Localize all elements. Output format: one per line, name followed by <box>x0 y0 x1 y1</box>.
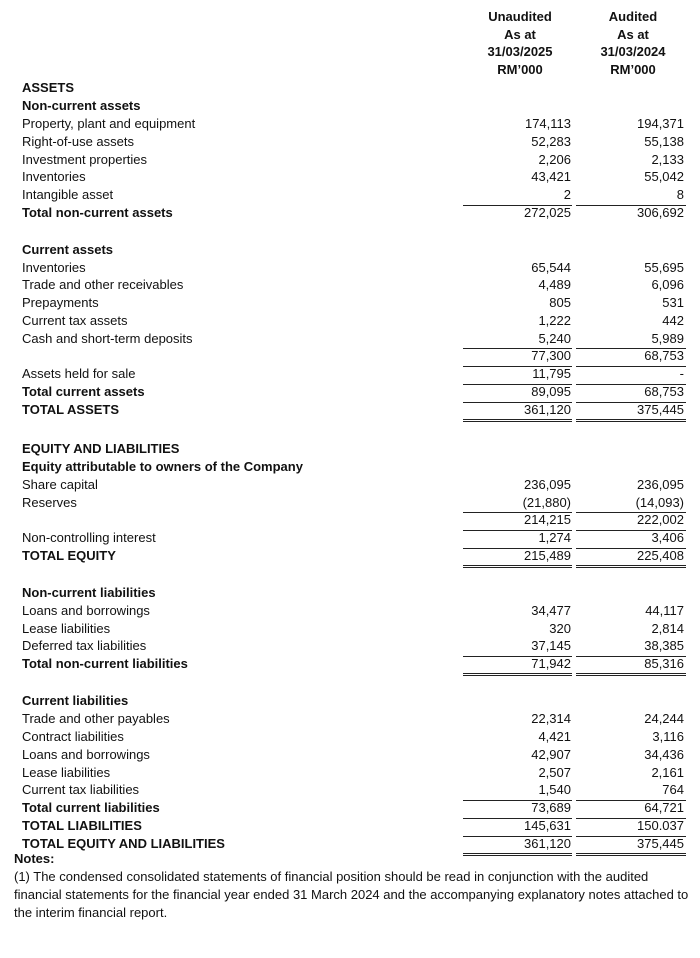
table-row <box>0 401 700 419</box>
table-row <box>0 692 700 710</box>
subtotal-rule <box>576 818 686 819</box>
table-row <box>0 383 700 401</box>
row-label: Total non-current assets <box>22 205 173 220</box>
row-label: Deferred tax liabilities <box>22 638 147 653</box>
table-row <box>0 799 700 817</box>
table-row <box>0 710 700 728</box>
table-row <box>0 312 700 330</box>
row-label: Investment properties <box>22 152 148 167</box>
table-row <box>0 347 700 365</box>
total-double-rule <box>576 673 686 676</box>
value-2025: 361,120 <box>524 402 571 417</box>
value-2025: 11,795 <box>532 366 571 381</box>
row-label: ASSETS <box>22 80 75 95</box>
subtotal-rule <box>463 656 572 657</box>
value-2025: 71,942 <box>531 656 571 671</box>
subtotal-rule <box>463 384 572 385</box>
row-label: Current assets <box>22 242 114 257</box>
table-row <box>0 728 700 746</box>
table-row <box>0 494 700 512</box>
value-2025: 145,631 <box>524 818 571 833</box>
subtotal-rule <box>463 366 572 367</box>
value-2025: 89,095 <box>531 384 571 399</box>
table-row <box>0 817 700 835</box>
value-2025: 43,421 <box>531 169 571 184</box>
table-row <box>0 365 700 383</box>
value-2025: 174,113 <box>524 116 571 131</box>
value-2025: 73,689 <box>531 800 571 815</box>
value-2025: 22,314 <box>531 711 571 726</box>
subtotal-rule <box>576 384 686 385</box>
value-2025: 4,489 <box>538 277 571 292</box>
subtotal-rule <box>463 800 572 801</box>
row-label: Current tax liabilities <box>22 782 140 797</box>
row-label: Total non-current liabilities <box>22 656 188 671</box>
value-2024: 225,408 <box>637 548 684 563</box>
row-label: Current liabilities <box>22 693 129 708</box>
value-2024: 6,096 <box>651 277 684 292</box>
value-2024: 306,692 <box>637 205 684 220</box>
subtotal-rule <box>576 800 686 801</box>
table-row <box>0 259 700 277</box>
table-row <box>0 458 700 476</box>
column-header-line: Unaudited <box>488 9 552 24</box>
value-2024: 236,095 <box>637 477 684 492</box>
subtotal-rule <box>576 366 686 367</box>
value-2024: 194,371 <box>637 116 684 131</box>
value-2025: 805 <box>549 295 571 310</box>
total-double-rule <box>576 419 686 422</box>
row-label: Equity attributable to owners of the Company <box>22 459 303 474</box>
subtotal-rule <box>463 530 572 531</box>
subtotal-rule <box>463 548 572 549</box>
notes-text: (1) The condensed consolidated statements of financial position should be read in conjunction with the audited financial statements for the financial year ended 31 March 2024 and the accompanying explanatory notes attached to the interim financial report. <box>14 869 689 920</box>
subtotal-rule <box>576 205 686 206</box>
row-label: Total current liabilities <box>22 800 160 815</box>
table-row <box>0 186 700 204</box>
notes-section <box>14 850 690 922</box>
value-2025: (21,880) <box>522 495 571 510</box>
value-2024: 3,406 <box>651 530 684 545</box>
value-2024: 5,989 <box>651 331 684 346</box>
value-2025: 2,507 <box>538 765 571 780</box>
value-2024: 68,753 <box>644 348 684 363</box>
value-2024: - <box>679 366 684 381</box>
total-double-rule <box>463 565 572 568</box>
value-2024: 38,385 <box>644 638 684 653</box>
column-header-line: RM’000 <box>610 61 656 77</box>
table-row <box>0 620 700 638</box>
table-row <box>0 476 700 494</box>
table-row <box>0 241 700 259</box>
subtotal-rule <box>576 512 686 513</box>
row-label: Lease liabilities <box>22 765 111 780</box>
value-2024: 3,116 <box>652 729 684 744</box>
column-header-line: As at <box>617 26 649 42</box>
value-2024: 64,721 <box>644 800 684 815</box>
row-label: Intangible asset <box>22 187 114 202</box>
value-2025: 37,145 <box>531 638 571 653</box>
table-row <box>0 79 700 97</box>
value-2025: 215,489 <box>524 548 571 563</box>
value-2024: 2,814 <box>651 621 684 636</box>
subtotal-rule <box>576 656 686 657</box>
value-2024: 2,133 <box>651 152 684 167</box>
row-label: Non-current liabilities <box>22 585 156 600</box>
value-2025: 361,120 <box>524 836 571 851</box>
subtotal-rule <box>463 836 572 837</box>
table-row <box>0 781 700 799</box>
subtotal-rule <box>576 530 686 531</box>
total-double-rule <box>463 419 572 422</box>
row-label: Trade and other payables <box>22 711 170 726</box>
table-row <box>0 637 700 655</box>
value-2024: (14,093) <box>635 495 684 510</box>
value-2024: 8 <box>676 187 684 202</box>
notes-title: Notes: <box>14 851 55 866</box>
value-2025: 5,240 <box>538 331 571 346</box>
subtotal-rule <box>463 348 572 349</box>
table-row <box>0 168 700 186</box>
column-header-line: Audited <box>608 9 658 24</box>
value-2024: 68,753 <box>644 384 684 399</box>
row-label: Assets held for sale <box>22 366 136 381</box>
subtotal-rule <box>576 348 686 349</box>
value-2024: 44,117 <box>645 603 684 618</box>
row-label: Total current assets <box>22 384 145 399</box>
value-2024: 442 <box>662 313 684 328</box>
row-label: Property, plant and equipment <box>22 116 196 131</box>
value-2024: 764 <box>662 782 684 797</box>
value-2025: 77,300 <box>531 348 571 363</box>
column-header-audited <box>573 8 693 78</box>
row-label: Trade and other receivables <box>22 277 184 292</box>
table-row <box>0 330 700 348</box>
row-label: Cash and short-term deposits <box>22 331 193 346</box>
table-row <box>0 204 700 222</box>
total-double-rule <box>576 565 686 568</box>
value-2024: 55,695 <box>644 260 684 275</box>
value-2025: 272,025 <box>524 205 571 220</box>
value-2024: 222,002 <box>637 512 684 527</box>
table-row <box>0 764 700 782</box>
row-label: TOTAL ASSETS <box>22 402 120 417</box>
value-2025: 52,283 <box>531 134 571 149</box>
value-2025: 320 <box>549 621 571 636</box>
total-double-rule <box>463 673 572 676</box>
column-header-line: As at <box>504 26 536 42</box>
value-2024: 85,316 <box>644 656 684 671</box>
subtotal-rule <box>576 402 686 403</box>
row-label: Inventories <box>22 169 86 184</box>
table-row <box>0 602 700 620</box>
table-row <box>0 115 700 133</box>
column-header-line: 31/03/2025 <box>487 44 553 59</box>
subtotal-rule <box>576 548 686 549</box>
row-label: Prepayments <box>22 295 99 310</box>
value-2024: 55,042 <box>644 169 684 184</box>
row-label: Loans and borrowings <box>22 747 150 762</box>
table-row <box>0 276 700 294</box>
column-header-line: RM’000 <box>497 61 543 77</box>
value-2024: 2,161 <box>651 765 684 780</box>
value-2024: 375,445 <box>637 836 684 851</box>
table-row <box>0 511 700 529</box>
row-label: EQUITY AND LIABILITIES <box>22 441 180 456</box>
row-label: Non-current assets <box>22 98 141 113</box>
row-label: Reserves <box>22 495 77 510</box>
subtotal-rule <box>463 818 572 819</box>
table-row <box>0 440 700 458</box>
column-header-unaudited <box>460 8 580 78</box>
row-label: Loans and borrowings <box>22 603 150 618</box>
row-label: Non-controlling interest <box>22 530 156 545</box>
value-2024: 375,445 <box>637 402 684 417</box>
value-2025: 4,421 <box>538 729 571 744</box>
row-label: Right-of-use assets <box>22 134 134 149</box>
row-label: Share capital <box>22 477 98 492</box>
value-2024: 34,436 <box>644 747 684 762</box>
row-label: Inventories <box>22 260 86 275</box>
subtotal-rule <box>463 205 572 206</box>
row-label: TOTAL LIABILITIES <box>22 818 142 833</box>
row-label: TOTAL EQUITY <box>22 548 116 563</box>
table-row <box>0 151 700 169</box>
column-header-line: 31/03/2024 <box>600 44 666 59</box>
table-row <box>0 547 700 565</box>
subtotal-rule <box>463 402 572 403</box>
table-row <box>0 97 700 115</box>
value-2025: 34,477 <box>531 603 571 618</box>
value-2025: 1,222 <box>538 313 571 328</box>
value-2025: 1,540 <box>538 782 571 797</box>
value-2024: 24,244 <box>644 711 684 726</box>
value-2025: 214,215 <box>524 512 571 527</box>
table-row <box>0 746 700 764</box>
value-2025: 236,095 <box>524 477 571 492</box>
row-label: Current tax assets <box>22 313 128 328</box>
table-row <box>0 655 700 673</box>
value-2025: 1,274 <box>538 530 571 545</box>
subtotal-rule <box>463 512 572 513</box>
table-row <box>0 294 700 312</box>
value-2024: 531 <box>662 295 684 310</box>
table-row <box>0 529 700 547</box>
row-label: TOTAL EQUITY AND LIABILITIES <box>22 836 225 851</box>
value-2025: 65,544 <box>531 260 571 275</box>
table-row <box>0 133 700 151</box>
row-label: Contract liabilities <box>22 729 124 744</box>
table-row <box>0 584 700 602</box>
value-2024: 150.037 <box>637 818 684 833</box>
value-2024: 55,138 <box>644 134 684 149</box>
subtotal-rule <box>576 836 686 837</box>
value-2025: 2,206 <box>538 152 571 167</box>
value-2025: 42,907 <box>531 747 571 762</box>
row-label: Lease liabilities <box>22 621 111 636</box>
value-2025: 2 <box>563 187 571 202</box>
